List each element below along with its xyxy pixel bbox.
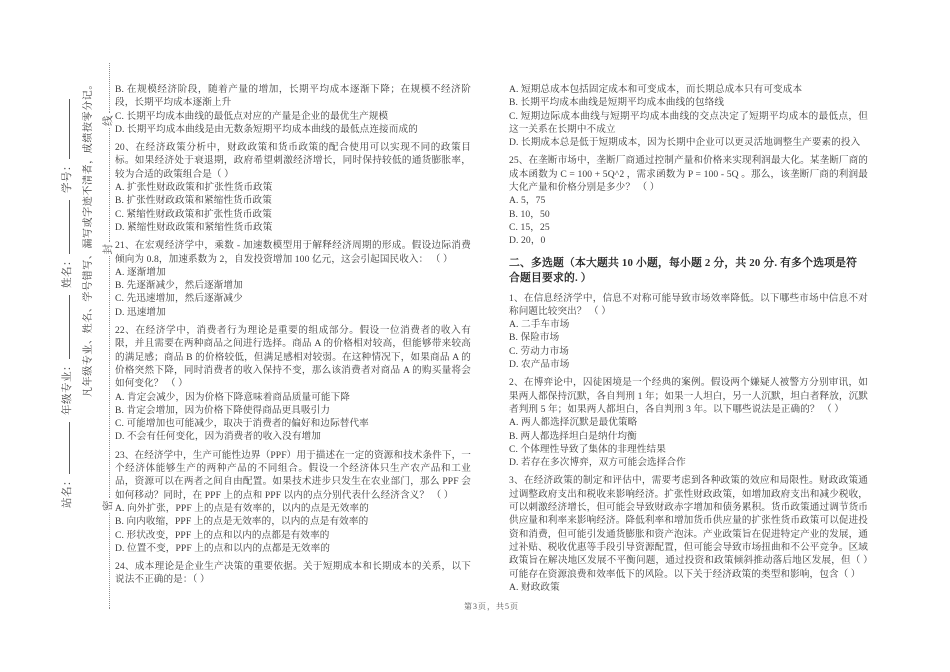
question-stem: 2、在博弈论中，囚徒困境是一个经典的案例。假设两个嫌疑人被警方分别审讯，如果两人都保持沉默，各自判刑 1 年；如果一人坦白，另一人沉默，坦白者释放，沉默者判刑 5 年；如果两人都坦白，各自判刑 3 年。以下哪些说法是正确的？ （ ） <box>509 377 868 415</box>
field-label: 学号： <box>62 160 73 193</box>
option-item: D. 紧缩性财政政策和紧缩性货币政策 <box>115 221 273 233</box>
option-item: C. 可能增加也可能减少，取决于消费者的偏好和边际替代率 <box>115 418 369 430</box>
question-block <box>509 154 868 247</box>
seal-dots <box>109 128 110 242</box>
seal-dots <box>109 513 110 609</box>
option-item: D. 不会有任何变化，因为消费者的收入没有增加 <box>115 431 321 443</box>
student-info-fields <box>59 52 75 508</box>
option-item: C. 个体理性导致了集体的非理性结果 <box>509 443 666 455</box>
option-item: C. 短期边际成本曲线与短期平均成本曲线的交点决定了短期平均成本的最低点，但这一关系在长期中不成立 <box>509 110 868 135</box>
option-item: B. 向内收缩，PPF 上的点是无效率的，以内的点是有效率的 <box>115 516 369 528</box>
section-header: 二、多选题（本大题共 10 小题，每小题 2 分，共 20 分. 有多个选项是符合题目要求的. ） <box>509 256 858 285</box>
option-item: B. 长期平均成本曲线是短期平均成本曲线的包络线 <box>509 97 725 109</box>
seal-char: 封 <box>103 244 114 255</box>
option-item: A. 短期总成本包括固定成本和可变成本，而长期总成本只有可变成本 <box>509 84 803 95</box>
question-stem: 21、在宏观经济学中，乘数 - 加速数模型用于解释经济周期的形成。假设边际消费倾向为 0.8，加速系数为 2，自发投资增加 100 亿元，这会引起国民收入： （ ） <box>115 240 471 265</box>
field-blank <box>60 422 70 474</box>
option-item: A. 5，75 <box>509 195 546 207</box>
option-item: C. 长期平均成本曲线的最低点对应的产量是企业的最优生产规模 <box>115 110 389 122</box>
option-item: A. 肯定会减少，因为价格下降意味着商品质量可能下降 <box>115 391 350 403</box>
option-item: B. 先逐渐减少，然后逐渐增加 <box>115 280 243 292</box>
option-item: A. 财政政策 <box>509 581 560 593</box>
question-stem: 3、在经济政策的制定和评估中，需要考虑到各种政策的效应和局限性。财政政策通过调整政府支出和税收来影响经济。扩张性财政政策，如增加政府支出和减少税收，可以刺激经济增长，但可能会导致财政赤字增加和债务累积。货币政策通过调节货币供应量和利率来影响经济。降低利率和增加货币供应量的扩张性货币政策可以促进投资和消费，但可能引发通货膨胀和资产泡沫。产业政策旨在促进特定产业的发展，通过补贴、税收优惠等手段引导资源配置，但可能会导致市场扭曲和不公平竞争。区域政策旨在解决地区发展不平衡问题，通过投资和政策倾斜推动落后地区发展，但（ ）可能存在资源浪费和效率低下的风险。以下关于经济政策的类型和影响，包含（ ） <box>509 475 868 580</box>
question-block <box>509 376 868 469</box>
option-item: C. 15，25 <box>509 221 550 233</box>
field-label: 站名： <box>62 475 73 508</box>
option-item: B. 肯定会增加，因为价格下降使得商品更具吸引力 <box>115 404 331 416</box>
option-item: D. 位置不变，PPF 上的点和以内的点都是无效率的 <box>115 542 331 554</box>
option-item: D. 长期成本总是低于短期成本，因为长期中企业可以更灵活地调整生产要素的投入 <box>509 137 861 149</box>
right-column <box>509 83 868 594</box>
question-block <box>509 292 868 372</box>
seal-dots <box>109 257 110 499</box>
field-blank <box>60 99 70 159</box>
field-label: 年级专业： <box>62 360 73 415</box>
field-blank <box>60 295 70 359</box>
page-number: 第3页，共5页 <box>464 602 519 611</box>
seal-dots <box>109 64 110 114</box>
option-item: A. 向外扩张，PPF 上的点是有效率的，以内的点是无效率的 <box>115 502 369 514</box>
question-stem: 1、在信息经济学中，信息不对称可能导致市场效率降低。以下哪些市场中信息不对称问题比较突出？ （ ） <box>509 292 868 317</box>
question-stem: 20、在经济政策分析中，财政政策和货币政策的配合使用可以实现不同的政策目标。如果经济处于衰退期，政府希望刺激经济增长，同时保持较低的通货膨胀率，较为合适的政策组合是（ ） <box>115 142 471 180</box>
option-item: D. 农产品市场 <box>509 359 570 371</box>
question-block <box>115 141 471 234</box>
question-block <box>115 324 471 444</box>
option-item: B. 扩张性财政政策和紧缩性货币政策 <box>115 195 272 207</box>
option-item: C. 劳动力市场 <box>509 345 569 357</box>
seal-dotted-line <box>102 53 116 609</box>
question-stem: 25、在垄断市场中，垄断厂商通过控制产量和价格来实现利润最大化。某垄断厂商的成本函数为 C = 100 + 5Q^2 ，需求函数为 P = 100 - 5Q 。那么，该垄断厂商的利润最大化产量和价格分别是多少？ （ ） <box>509 155 868 194</box>
option-item: A. 扩张性财政政策和扩张性货币政策 <box>115 182 273 194</box>
seal-char: 线 <box>103 115 114 126</box>
question-stem: 24、成本理论是企业生产决策的重要依据。关于短期成本和长期成本的关系，以下说法不正确的是：（ ） <box>115 561 471 586</box>
options-block <box>115 83 471 136</box>
field-blank <box>60 200 70 254</box>
option-item: C. 先迅速增加，然后逐渐减少 <box>115 293 243 305</box>
option-item: A. 逐渐增加 <box>115 266 166 278</box>
option-item: D. 迅速增加 <box>115 306 166 318</box>
option-item: C. 形状改变，PPF 上的点和以内的点都是有效率的 <box>115 529 330 541</box>
option-item: D. 长期平均成本曲线是由无数条短期平均成本曲线的最低点连接而成的 <box>115 123 418 135</box>
seal-char: 密 <box>103 500 114 511</box>
question-stem: 22、在经济学中，消费者行为理论是重要的组成部分。假设一位消费者的收入有限，并且需要在两种商品之间进行选择。商品 A 的价格相对较高，但能够带来较高的满足感；商品 B 的价格较低，但满足感相对较弱。在这种情况下，如果商品 A 的价格突然下降，同时消费者的收入保持不变，那么该消费者对商品 A 的购买量将会如何变化？ （ ） <box>115 325 471 390</box>
option-item: B. 10，50 <box>509 208 550 220</box>
option-item: D. 20，0 <box>509 235 546 247</box>
left-column <box>115 83 471 587</box>
option-item: B. 两人都选择坦白是纳什均衡 <box>509 430 637 442</box>
option-item: C. 紧缩性财政政策和扩张性货币政策 <box>115 208 272 220</box>
options-block <box>509 83 868 149</box>
seal-warning-text: 凡年级专业、姓名、学号错写、漏写或字迹不清者，成绩按零分记。 <box>83 79 94 397</box>
option-item: A. 二手车市场 <box>509 319 570 331</box>
question-block <box>115 560 471 587</box>
question-stem: 23、在经济学中，生产可能性边界（PPF）用于描述在一定的资源和技术条件下，一个经济体能够生产的两种产品的不同组合。假设一个经济体只生产农产品和工业品，资源可以在两者之间自由配置。如果技术进步只发生在农业部门，那么 PPF 会如何移动？同时，在 PPF 上的点和 PPF 以内的点分别代表什么经济含义？ （ ） <box>115 449 471 501</box>
option-item: D. 若存在多次博弈，双方可能会选择合作 <box>509 457 686 469</box>
option-item: B. 在规模经济阶段，随着产量的增加，长期平均成本逐渐下降；在规模不经济阶段，长期平均成本逐渐上升 <box>115 84 471 109</box>
question-block <box>509 474 868 594</box>
field-label: 姓名： <box>62 255 73 288</box>
option-item: B. 保险市场 <box>509 332 560 344</box>
option-item: A. 两人都选择沉默是最优策略 <box>509 417 638 429</box>
question-block <box>115 239 471 319</box>
question-block <box>115 449 471 555</box>
